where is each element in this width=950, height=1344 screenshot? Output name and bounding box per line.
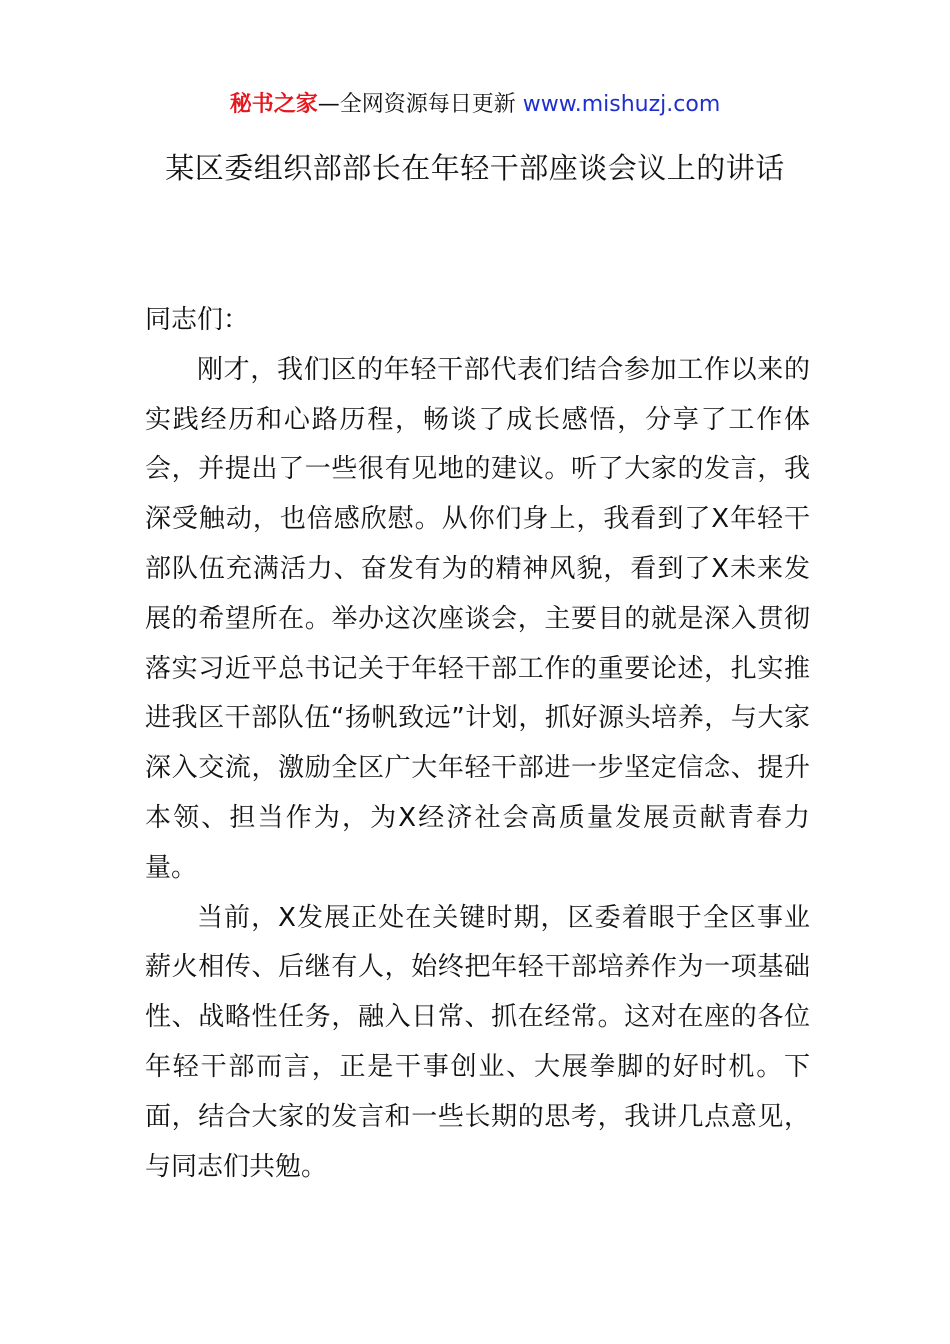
salutation: 同志们： (145, 305, 250, 335)
brand-name: 秘书之家 (229, 92, 318, 117)
site-header (0, 88, 950, 122)
paragraph: 刚才，我们区的年轻干部代表们结合参加工作以来的实践经历和心路历程，畅谈了成长感悟，分享了工作体会，并提出了一些很有见地的建议。听了大家的发言，我深受触动，也倍感欣慰。从你们身上，我看到了X年轻干部队伍充满活力、奋发有为的精神风貌，看到了X未来发展的希望所在。举办这次座谈会，主要目的就是深入贯彻落实习近平总书记关于年轻干部工作的重要论述，扎实推进我区干部队伍“扬帆致远”计划，抓好源头培养，与大家深入交流，激励全区广大年轻干部进一步坚定信念、提升本领、担当作为，为X经济社会高质量发展贡献青春力量。 (145, 354, 810, 883)
paragraph: 当前，X发展正处在关键时期，区委着眼于全区事业薪火相传、后继有人，始终把年轻干部培养作为一项基础性、战略性任务，融入日常、抓在经常。这对在座的各位年轻干部而言，正是干事创业、大展拳脚的好时机。下面，结合大家的发言和一些长期的思考，我讲几点意见，与同志们共勉。 (145, 902, 810, 1182)
document-body (145, 296, 810, 1192)
site-url-link[interactable]: www.mishuzj.com (522, 92, 721, 117)
header-tagline: —全网资源每日更新 (317, 92, 523, 117)
document-title: 某区委组织部部长在年轻干部座谈会议上的讲话 (165, 151, 785, 185)
